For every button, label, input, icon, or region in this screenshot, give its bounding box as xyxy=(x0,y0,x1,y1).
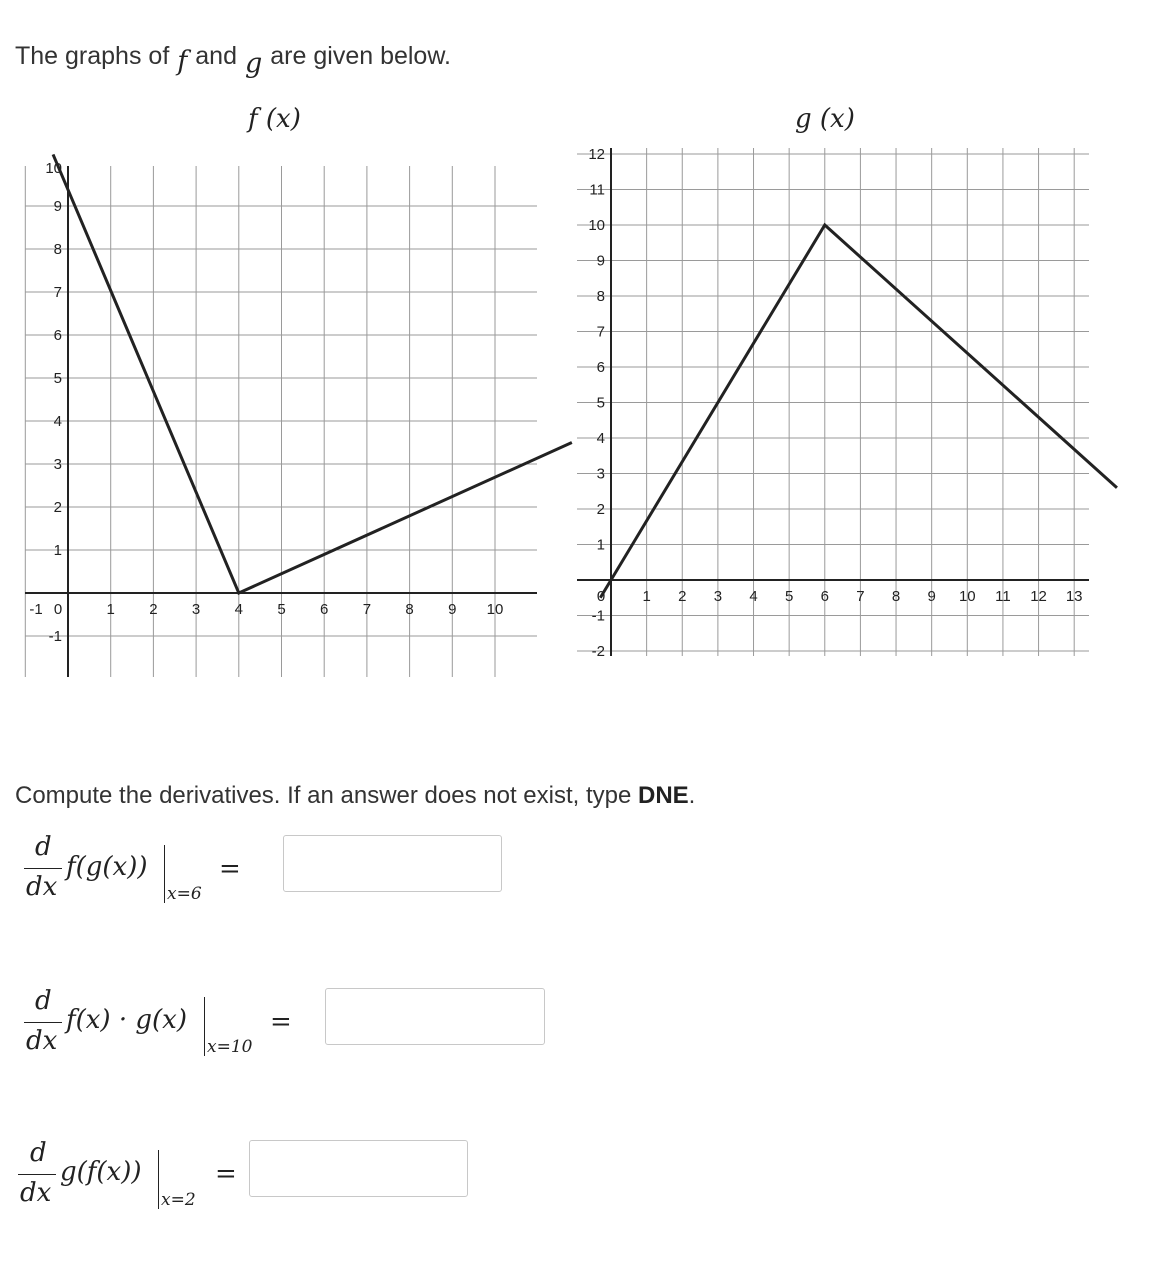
intro-and: and xyxy=(195,42,237,70)
g-y-tick-label: -1 xyxy=(591,607,605,625)
g-y-tick-label: 3 xyxy=(596,465,605,483)
f-y-tick-label: 1 xyxy=(53,542,62,559)
q2-eval-point: x=10 xyxy=(207,1037,253,1057)
f-graph-title: f (x) xyxy=(248,104,301,134)
q3-function: g(f(x)) xyxy=(60,1157,142,1187)
f-curve xyxy=(53,154,572,593)
f-y-tick-label: 4 xyxy=(53,413,62,430)
intro-suffix: are given below. xyxy=(270,42,451,70)
g-x-tick-label: 12 xyxy=(1030,588,1047,605)
g-curve xyxy=(600,225,1117,598)
q2-answer-input[interactable] xyxy=(325,988,545,1045)
g-y-tick-label: 11 xyxy=(589,181,605,199)
g-y-tick-label: 6 xyxy=(596,359,605,376)
g-y-tick-label: 12 xyxy=(588,146,605,163)
g-y-tick-label: 4 xyxy=(596,430,605,447)
q2-dx: dx xyxy=(26,1026,58,1056)
g-x-tick-label: 4 xyxy=(749,588,758,605)
g-x-tick-label: 10 xyxy=(958,588,976,605)
g-y-tick-label: -2 xyxy=(591,643,605,660)
f-x-tick-label: 5 xyxy=(277,601,286,618)
q3-answer-input[interactable] xyxy=(249,1140,468,1197)
f-y-tick-label: 7 xyxy=(53,284,62,301)
g-y-tick-label: 2 xyxy=(596,501,605,518)
g-y-tick-label: 10 xyxy=(588,217,605,234)
g-x-tick-label: 1 xyxy=(642,588,651,605)
f-x-tick-label: 0 xyxy=(53,601,63,618)
g-x-tick-label: 2 xyxy=(678,588,687,605)
q3-dx: dx xyxy=(20,1178,52,1208)
f-y-tick-label: -1 xyxy=(48,628,62,645)
q1-dx: dx xyxy=(26,872,58,902)
q3-d: d xyxy=(30,1138,47,1168)
q3-eval-bar xyxy=(158,1150,159,1209)
g-x-tick-label: 5 xyxy=(784,588,794,605)
f-x-tick-label: 8 xyxy=(405,601,414,618)
f-y-tick-label: 8 xyxy=(53,241,62,258)
f-x-tick-label: 6 xyxy=(320,601,329,618)
q3-fraction-bar xyxy=(18,1174,56,1175)
q1-eval-bar xyxy=(164,845,165,903)
q2-function: f(x) · g(x) xyxy=(66,1005,187,1035)
q1-answer-input[interactable] xyxy=(283,835,502,892)
instructions xyxy=(15,782,695,810)
g-y-tick-label: 1 xyxy=(596,536,605,554)
intro-f-symbol: f xyxy=(177,46,188,77)
g-x-tick-label: 13 xyxy=(1065,588,1083,605)
q1-d: d xyxy=(35,832,52,862)
f-y-tick-label: 10 xyxy=(45,160,62,177)
f-y-tick-label: 6 xyxy=(53,327,62,344)
intro-prefix: The graphs of xyxy=(15,42,170,70)
g-x-tick-label: 0 xyxy=(596,588,606,605)
f-x-tick-label: 9 xyxy=(448,601,457,618)
f-y-tick-label: 9 xyxy=(53,198,62,215)
g-x-tick-label: 3 xyxy=(713,588,723,605)
q1-equals: = xyxy=(219,854,241,884)
q3-eval-point: x=2 xyxy=(161,1190,196,1210)
g-y-tick-label: 8 xyxy=(596,288,605,305)
g-x-tick-label: 11 xyxy=(995,588,1011,605)
g-x-tick-label: 6 xyxy=(820,588,829,605)
f-x-tick-label: 2 xyxy=(149,601,158,618)
f-x-tick-label: 7 xyxy=(362,601,372,618)
f-x-tick-label: 1 xyxy=(106,601,115,618)
q1-function: f(g(x)) xyxy=(66,852,148,882)
f-y-tick-label: 2 xyxy=(53,499,62,516)
f-x-tick-label: -1 xyxy=(29,601,43,618)
f-x-tick-label: 4 xyxy=(234,601,243,618)
q1-fraction-bar xyxy=(24,868,62,869)
q2-eval-bar xyxy=(204,997,205,1056)
q2-d: d xyxy=(35,986,52,1016)
f-y-tick-label: 3 xyxy=(53,456,62,473)
q2-fraction-bar xyxy=(24,1022,62,1023)
q1-eval-point: x=6 xyxy=(167,884,202,904)
g-y-tick-label: 7 xyxy=(596,323,605,341)
g-x-tick-label: 8 xyxy=(891,588,901,605)
f-y-tick-label: 5 xyxy=(53,370,62,387)
instructions-end: . xyxy=(688,782,696,809)
instructions-text: Compute the derivatives. If an answer does not exist, type xyxy=(15,782,632,809)
intro-g-symbol: g xyxy=(244,48,263,79)
g-graph-title: g (x) xyxy=(795,104,855,134)
q3-equals: = xyxy=(215,1159,237,1189)
q2-equals: = xyxy=(270,1007,292,1037)
instructions-dne: DNE xyxy=(638,782,689,809)
g-x-tick-label: 7 xyxy=(856,588,865,605)
g-x-tick-label: 9 xyxy=(927,588,936,605)
g-y-tick-label: 5 xyxy=(596,394,605,412)
f-x-tick-label: 3 xyxy=(191,601,201,618)
g-y-tick-label: 9 xyxy=(596,252,605,270)
f-x-tick-label: 10 xyxy=(486,601,504,618)
